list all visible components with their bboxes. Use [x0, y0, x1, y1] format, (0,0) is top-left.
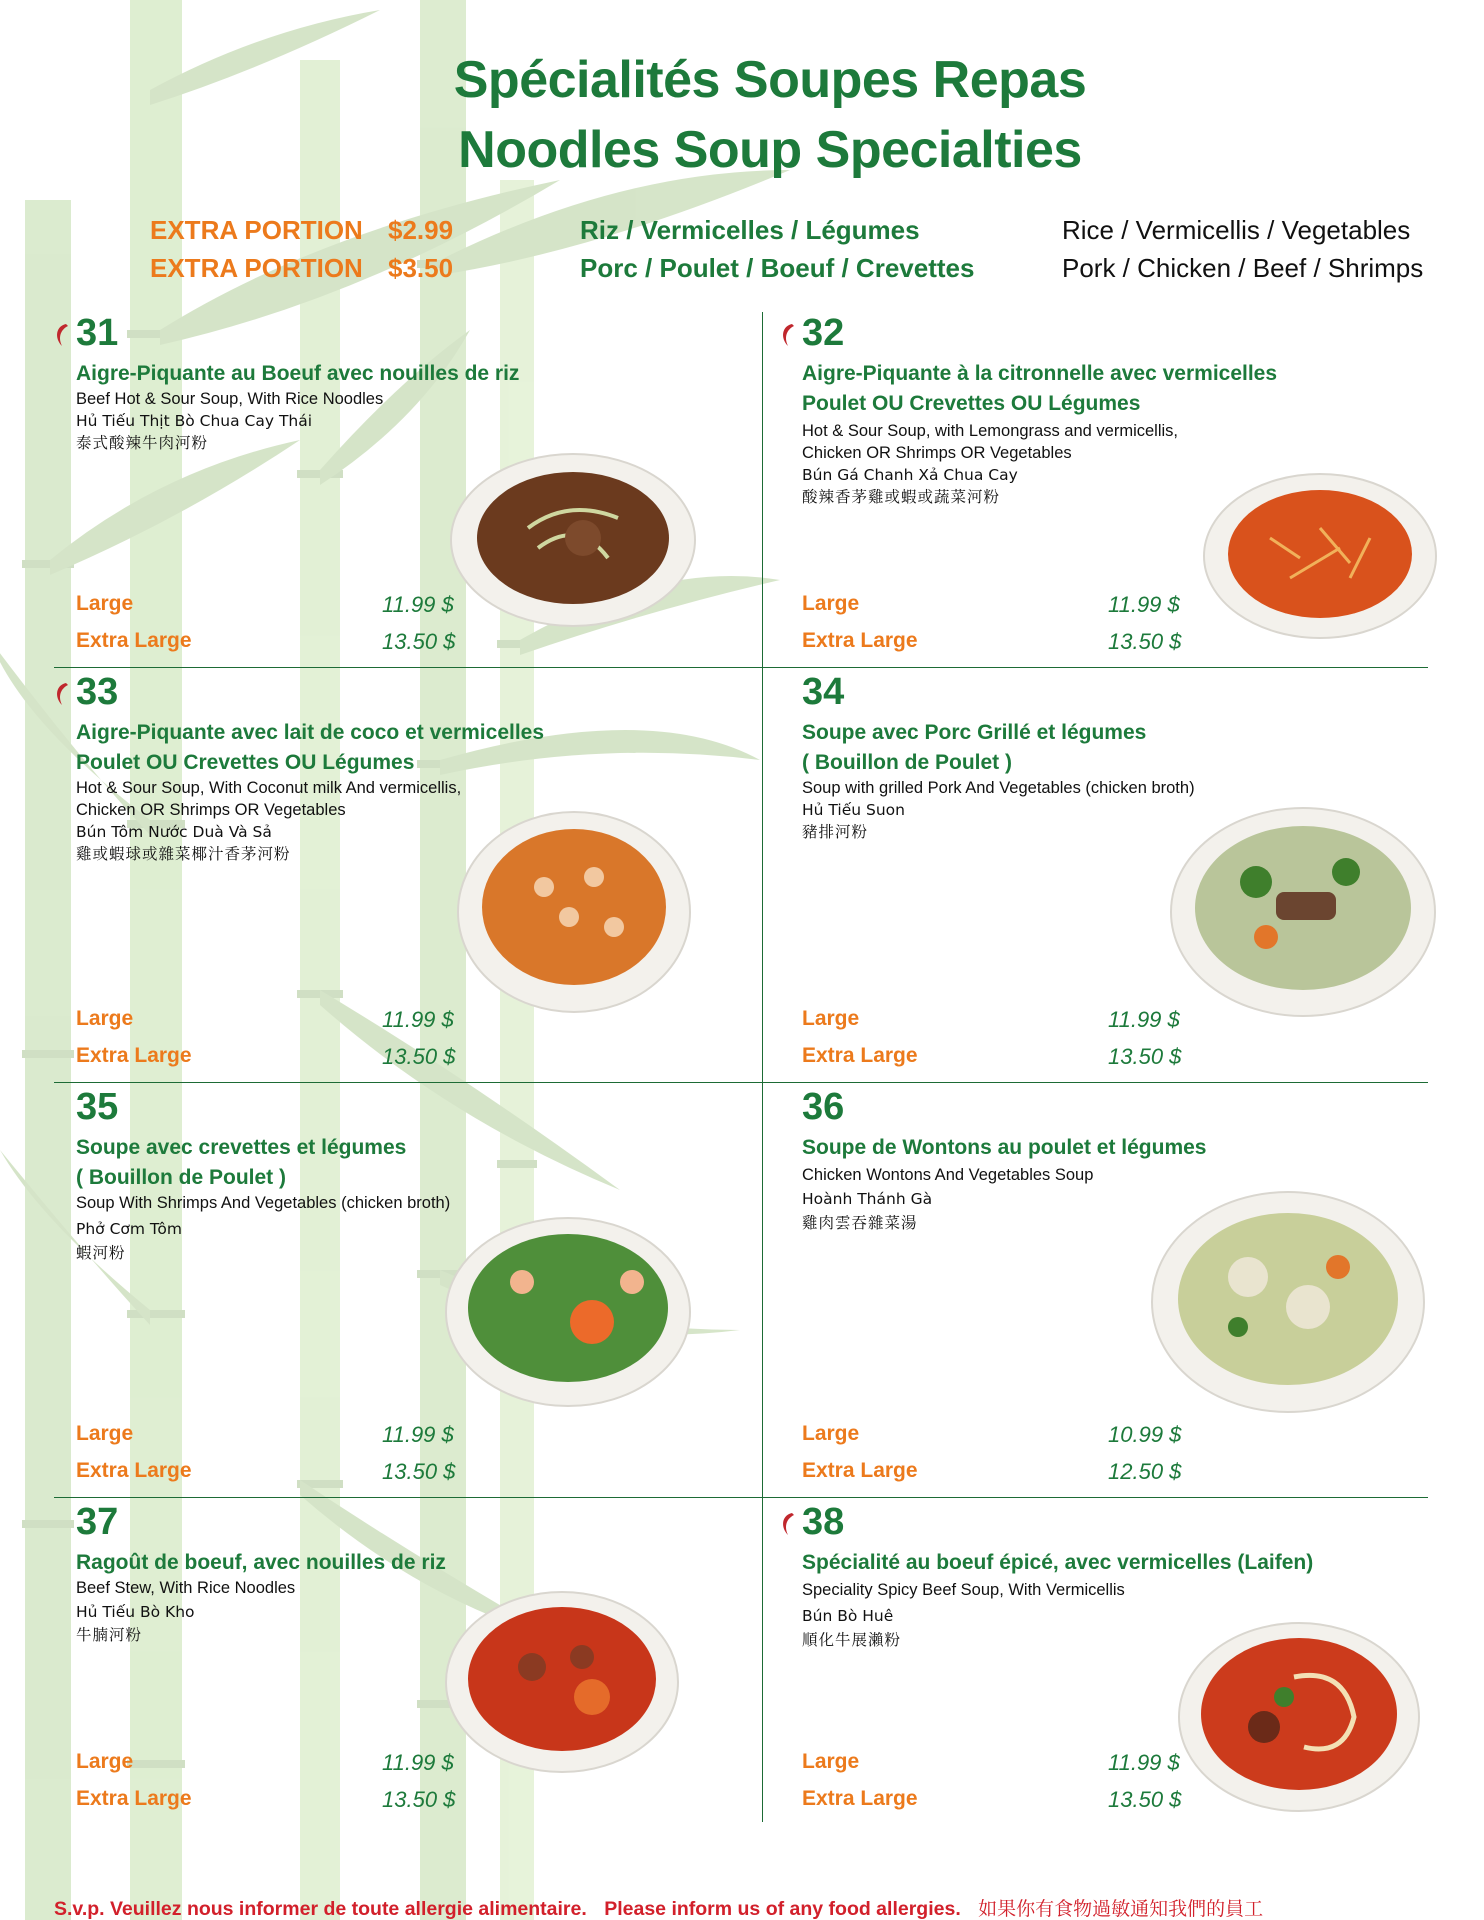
spicy-pepper-icon [52, 681, 72, 707]
extra-portion-items-en: Rice / Vermicellis / Vegetables [1062, 215, 1411, 245]
item-name-french: Spécialité au boeuf épicé, avec vermicelles (Laifen) [802, 1551, 1314, 1574]
menu-title-french: Spécialités Soupes Repas [453, 51, 1087, 109]
soup-bowl-photo [448, 448, 698, 628]
item-number: 32 [802, 312, 845, 354]
item-name-french: Ragoût de boeuf, avec nouilles de riz [76, 1551, 446, 1574]
item-name-vietnamese: Hoành Thánh Gà [802, 1190, 933, 1208]
item-name-chinese: 蝦河粉 [76, 1244, 126, 1262]
item-name-french: Aigre-Piquante à la citronnelle avec vermicelles [802, 362, 1278, 385]
size-large-label: Large [76, 1750, 134, 1773]
item-name-vietnamese: Bún Bò Huê [802, 1607, 894, 1625]
allergy-notice-chinese: 如果你有食物過敏通知我們的員工 [978, 1898, 1264, 1920]
price-extra-large: 13.50 $ [382, 1459, 456, 1484]
soup-bowl-photo [1148, 1187, 1428, 1417]
menu-item-35 [64, 1086, 764, 1484]
item-number: 34 [802, 671, 845, 713]
price-large: 11.99 $ [1108, 1750, 1180, 1775]
item-name-vietnamese: Hủ Tiếu Bò Kho [76, 1603, 195, 1621]
item-description-english-line2: Chicken OR Shrimps OR Vegetables [802, 444, 1072, 462]
item-number: 35 [76, 1086, 119, 1128]
item-name-vietnamese: Hủ Tiếu Suon [802, 801, 905, 819]
allergy-notice-english: Please inform us of any food allergies. [604, 1898, 961, 1920]
extra-portion-label: EXTRA PORTION [150, 215, 363, 245]
soup-bowl-photo [442, 1587, 682, 1777]
extra-portion-label: EXTRA PORTION [150, 253, 363, 283]
row-divider [54, 1082, 1428, 1083]
item-number: 36 [802, 1086, 845, 1128]
size-extra-large-label: Extra Large [802, 1787, 918, 1810]
item-name-french: Soupe avec Porc Grillé et légumes [802, 721, 1147, 744]
item-description-english: Beef Stew, With Rice Noodles [76, 1579, 296, 1597]
price-large: 11.99 $ [382, 1750, 454, 1775]
item-description-english: Soup with grilled Pork And Vegetables (chicken broth) [802, 779, 1195, 797]
price-extra-large: 13.50 $ [1108, 1044, 1182, 1069]
price-large: 11.99 $ [382, 1007, 454, 1032]
item-name-french: Aigre-Piquante au Boeuf avec nouilles de riz [76, 362, 520, 385]
size-large-label: Large [802, 1750, 860, 1773]
item-number: 38 [802, 1501, 845, 1543]
allergy-notice [54, 1894, 1263, 1920]
item-number: 37 [76, 1501, 119, 1543]
price-extra-large: 13.50 $ [382, 1044, 456, 1069]
size-large-label: Large [76, 1007, 134, 1030]
price-large: 11.99 $ [382, 592, 454, 617]
item-name-chinese: 豬排河粉 [802, 823, 869, 841]
item-name-french: Aigre-Piquante avec lait de coco et vermicelles [76, 721, 545, 744]
price-extra-large: 12.50 $ [1108, 1459, 1182, 1484]
item-name-french-line2: Poulet OU Crevettes OU Légumes [76, 751, 415, 774]
soup-bowl-photo [442, 1212, 694, 1412]
extra-portion-items-fr: Porc / Poulet / Boeuf / Crevettes [580, 253, 975, 283]
price-extra-large: 13.50 $ [382, 629, 456, 654]
item-number: 33 [76, 671, 119, 713]
item-name-vietnamese: Phở Cơm Tôm [76, 1220, 182, 1238]
item-name-french: Soupe avec crevettes et légumes [76, 1136, 407, 1159]
size-large-label: Large [802, 592, 860, 615]
item-name-french: Soupe de Wontons au poulet et légumes [802, 1136, 1207, 1159]
item-description-english: Beef Hot & Sour Soup, With Rice Noodles [76, 390, 384, 408]
item-name-french-line2: ( Bouillon de Poulet ) [802, 751, 1012, 774]
price-large: 11.99 $ [1108, 1007, 1180, 1032]
price-extra-large: 13.50 $ [382, 1787, 456, 1812]
price-extra-large: 13.50 $ [1108, 1787, 1182, 1812]
menu-item-38 [790, 1501, 1484, 1867]
menu-item-34 [790, 671, 1484, 1069]
soup-bowl-photo [1166, 802, 1440, 1022]
extra-portion-price: $2.99 [388, 215, 454, 245]
menu-item-37 [64, 1501, 764, 1867]
item-name-vietnamese: Bún Tôm Nước Duà Và Sả [76, 823, 272, 841]
item-name-vietnamese: Hủ Tiếu Thịt Bò Chua Cay Thái [76, 412, 313, 430]
size-extra-large-label: Extra Large [76, 629, 192, 652]
item-name-chinese: 泰式酸辣牛肉河粉 [76, 434, 209, 452]
allergy-notice-french: S.v.p. Veuillez nous informer de toute allergie alimentaire. [54, 1898, 587, 1920]
item-description-english: Soup With Shrimps And Vegetables (chicken broth) [76, 1194, 451, 1212]
menu-item-31 [64, 312, 764, 678]
spicy-pepper-icon [778, 1511, 798, 1537]
item-name-chinese: 順化牛展瀨粉 [802, 1631, 902, 1649]
size-large-label: Large [76, 1422, 134, 1445]
item-name-vietnamese: Bún Gá Chanh Xả Chua Cay [802, 466, 1018, 484]
menu-item-33 [64, 671, 764, 1069]
soup-bowl-photo [1174, 1617, 1424, 1817]
item-description-english-line2: Chicken OR Shrimps OR Vegetables [76, 801, 346, 819]
menu-item-32 [790, 312, 1484, 678]
soup-bowl-photo [454, 807, 694, 1017]
size-large-label: Large [802, 1007, 860, 1030]
price-extra-large: 13.50 $ [1108, 629, 1182, 654]
item-description-english: Chicken Wontons And Vegetables Soup [802, 1166, 1094, 1184]
size-large-label: Large [76, 592, 134, 615]
spicy-pepper-icon [52, 322, 72, 348]
item-description-english: Hot & Sour Soup, with Lemongrass and vermicellis, [802, 422, 1179, 440]
item-name-french-line2: ( Bouillon de Poulet ) [76, 1166, 286, 1189]
item-name-french-line2: Poulet OU Crevettes OU Légumes [802, 392, 1141, 415]
extra-portion-price: $3.50 [388, 253, 454, 283]
size-extra-large-label: Extra Large [802, 629, 918, 652]
item-description-english: Hot & Sour Soup, With Coconut milk And vermicellis, [76, 779, 462, 797]
item-number: 31 [76, 312, 119, 354]
size-extra-large-label: Extra Large [76, 1459, 192, 1482]
size-extra-large-label: Extra Large [802, 1459, 918, 1482]
item-name-chinese: 雞肉雲吞雜菜湯 [802, 1214, 918, 1232]
item-name-chinese: 牛腩河粉 [76, 1626, 143, 1644]
size-large-label: Large [802, 1422, 860, 1445]
spicy-pepper-icon [778, 322, 798, 348]
soup-bowl-photo [1200, 468, 1440, 640]
price-large: 10.99 $ [1108, 1422, 1182, 1447]
menu-item-36 [790, 1086, 1484, 1484]
item-name-chinese: 雞或蝦球或雜菜椰汁香茅河粉 [76, 845, 291, 863]
menu-title-english: Noodles Soup Specialties [458, 121, 1082, 179]
price-large: 11.99 $ [1108, 592, 1180, 617]
item-description-english: Speciality Spicy Beef Soup, With Vermicellis [802, 1581, 1125, 1599]
size-extra-large-label: Extra Large [76, 1044, 192, 1067]
size-extra-large-label: Extra Large [802, 1044, 918, 1067]
row-divider [54, 1497, 1428, 1498]
extra-portion-items-fr: Riz / Vermicelles / Légumes [580, 215, 920, 245]
extra-portion-items-en: Pork / Chicken / Beef / Shrimps [1062, 253, 1424, 283]
size-extra-large-label: Extra Large [76, 1787, 192, 1810]
item-name-chinese: 酸辣香茅雞或蝦或蔬菜河粉 [802, 488, 1001, 506]
price-large: 11.99 $ [382, 1422, 454, 1447]
